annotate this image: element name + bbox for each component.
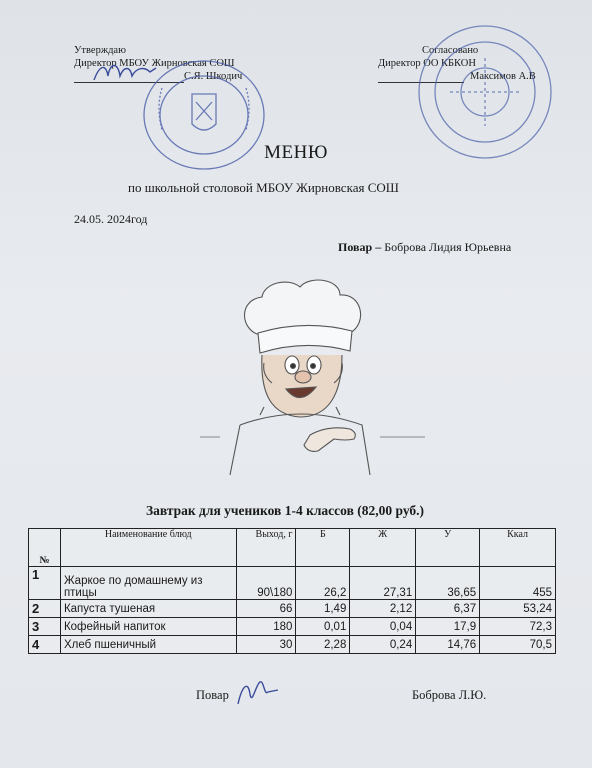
header-num: № bbox=[29, 529, 61, 567]
menu-subtitle: по школьной столовой МБОУ Жирновская СОШ bbox=[128, 180, 399, 195]
row-num: 3 bbox=[29, 618, 61, 636]
cook-label: Повар – bbox=[338, 240, 382, 254]
row-kcal: 455 bbox=[480, 567, 556, 600]
approval-label: Утверждаю bbox=[74, 45, 126, 56]
signature-icon bbox=[234, 676, 282, 710]
org-stamp-icon bbox=[410, 22, 560, 162]
header-u: У bbox=[416, 529, 480, 567]
cook-line bbox=[338, 240, 511, 255]
row-zh: 2,12 bbox=[350, 600, 416, 618]
approval-director: Директор МБОУ Жирновская СОШ bbox=[74, 58, 235, 69]
header-yield: Выход, г bbox=[236, 529, 296, 567]
row-num: 1 bbox=[29, 567, 61, 600]
table-row bbox=[29, 618, 556, 636]
agreement-label: Согласовано bbox=[422, 45, 479, 56]
footer-cook-name: Боброва Л.Ю. bbox=[412, 688, 487, 702]
row-yield: 90\180 bbox=[236, 567, 296, 600]
row-yield: 180 bbox=[236, 618, 296, 636]
row-kcal: 70,5 bbox=[480, 636, 556, 654]
row-zh: 27,31 bbox=[350, 567, 416, 600]
row-b: 26,2 bbox=[296, 567, 350, 600]
director-signature-icon bbox=[90, 58, 160, 88]
row-u: 36,65 bbox=[416, 567, 480, 600]
chef-illustration-icon bbox=[200, 275, 425, 475]
row-num: 4 bbox=[29, 636, 61, 654]
header-name: Наименование блюд bbox=[60, 529, 236, 567]
row-u: 14,76 bbox=[416, 636, 480, 654]
table-row bbox=[29, 636, 556, 654]
section-title: Завтрак для учеников 1-4 классов (82,00 руб.) bbox=[146, 503, 425, 518]
row-b: 1,49 bbox=[296, 600, 350, 618]
footer-cook-label: Повар bbox=[196, 688, 229, 702]
menu-date: 24.05. 2024год bbox=[74, 212, 148, 226]
table-header-row bbox=[29, 529, 556, 567]
menu-title: МЕНЮ bbox=[264, 142, 328, 163]
agreement-signer: Максимов А.В bbox=[470, 71, 536, 82]
header-kcal: Ккал bbox=[480, 529, 556, 567]
row-name: Капуста тушеная bbox=[60, 600, 236, 618]
row-yield: 66 bbox=[236, 600, 296, 618]
row-kcal: 72,3 bbox=[480, 618, 556, 636]
row-u: 6,37 bbox=[416, 600, 480, 618]
row-name: Жаркое по домашнему из птицы bbox=[60, 567, 236, 600]
agreement-director: Директор ОО КБКОН bbox=[378, 58, 476, 69]
header-b: Б bbox=[296, 529, 350, 567]
row-u: 17,9 bbox=[416, 618, 480, 636]
menu-table bbox=[28, 528, 556, 654]
table-row bbox=[29, 600, 556, 618]
row-name: Хлеб пшеничный bbox=[60, 636, 236, 654]
header-zh: Ж bbox=[350, 529, 416, 567]
row-num: 2 bbox=[29, 600, 61, 618]
approval-signer: С.Я. Шкодич bbox=[184, 71, 243, 82]
row-zh: 0,04 bbox=[350, 618, 416, 636]
row-zh: 0,24 bbox=[350, 636, 416, 654]
cook-name: Боброва Лидия Юрьевна bbox=[384, 240, 512, 254]
table-row bbox=[29, 567, 556, 600]
row-yield: 30 bbox=[236, 636, 296, 654]
row-b: 0,01 bbox=[296, 618, 350, 636]
row-b: 2,28 bbox=[296, 636, 350, 654]
row-name: Кофейный напиток bbox=[60, 618, 236, 636]
row-kcal: 53,24 bbox=[480, 600, 556, 618]
